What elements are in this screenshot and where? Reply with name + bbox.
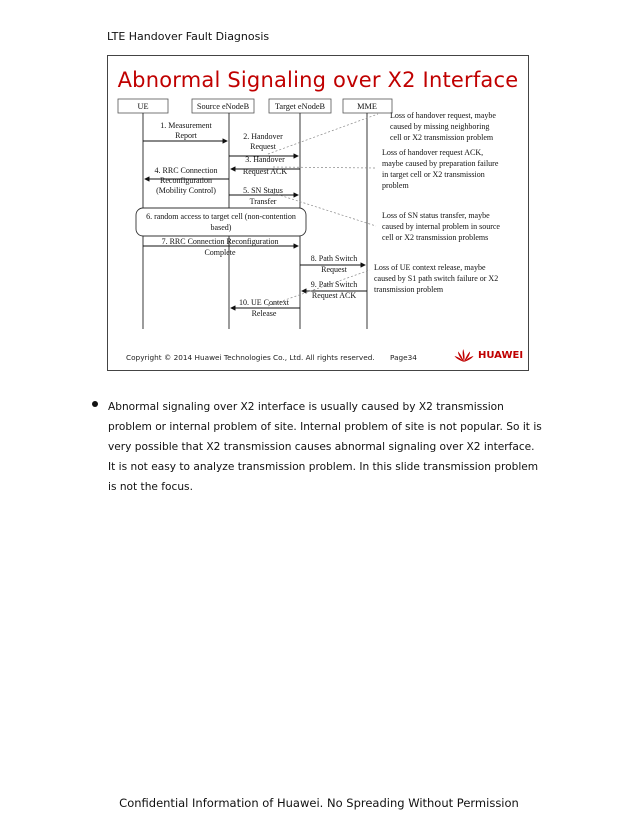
sequence-diagram bbox=[108, 56, 530, 372]
msg-3-line1: 3. Handover bbox=[245, 155, 285, 164]
connector-note-1 bbox=[268, 114, 378, 154]
note-2-line4: problem bbox=[382, 181, 409, 190]
note-3-line2: caused by internal problem in source bbox=[382, 222, 500, 231]
msg-7-line2: Complete bbox=[204, 248, 236, 257]
msg-1-line2: Report bbox=[175, 131, 197, 140]
note-1-line1: Loss of handover request, maybe bbox=[390, 111, 496, 120]
entity-ue: UE bbox=[137, 102, 149, 111]
msg-1-line1: 1. Measurement bbox=[160, 121, 212, 130]
note-3-line1: Loss of SN status transfer, maybe bbox=[382, 211, 490, 220]
huawei-logo bbox=[454, 348, 523, 363]
msg-2-line2: Request bbox=[250, 142, 276, 151]
note-3-line3: cell or X2 transmission problems bbox=[382, 233, 489, 242]
slide-page-number: Page34 bbox=[390, 353, 417, 362]
msg-4-line3: (Mobility Control) bbox=[156, 186, 216, 195]
msg-3-line2: Request ACK bbox=[242, 167, 288, 176]
note-1-line3: cell or X2 transmission problem bbox=[390, 133, 494, 142]
huawei-logo-text: HUAWEI bbox=[478, 350, 524, 361]
bullet-list bbox=[92, 397, 542, 497]
msg-9-line2: Request ACK bbox=[311, 291, 357, 300]
msg-5-line1: 5. SN Status bbox=[243, 186, 283, 195]
note-4-line3: transmission problem bbox=[374, 285, 444, 294]
note-4-line2: caused by S1 path switch failure or X2 bbox=[374, 274, 499, 283]
page-header: LTE Handover Fault Diagnosis bbox=[107, 30, 270, 43]
msg-2-line1: 2. Handover bbox=[243, 132, 283, 141]
msg-4-line1: 4. RRC Connection bbox=[154, 166, 218, 175]
msg-5-line2: Transfer bbox=[249, 197, 277, 206]
msg-4-line2: Reconfiguration bbox=[160, 176, 212, 185]
msg-10-line1: 10. UE Context bbox=[239, 298, 289, 307]
msg-7-line1: 7. RRC Connection Reconfiguration bbox=[161, 237, 279, 246]
confidential-footer: Confidential Information of Huawei. No Spreading Without Permission bbox=[119, 796, 519, 810]
connector-note-2 bbox=[273, 167, 376, 168]
note-4-line1: Loss of UE context release, maybe bbox=[374, 263, 486, 272]
slide-copyright: Copyright © 2014 Huawei Technologies Co., Ltd. All rights reserved. bbox=[126, 353, 375, 362]
msg-8-line1: 8. Path Switch bbox=[310, 254, 358, 263]
msg-9-line1: 9. Path Switch bbox=[310, 280, 358, 289]
msg-6-line2: based) bbox=[210, 223, 232, 232]
entity-mme: MME bbox=[357, 102, 377, 111]
note-1-line2: caused by missing neighboring bbox=[390, 122, 490, 131]
note-2-line3: in target cell or X2 transmission bbox=[382, 170, 485, 179]
msg-8-line2: Request bbox=[321, 265, 347, 274]
bullet-paragraph: Abnormal signaling over X2 interface is usually caused by X2 transmission problem or internal problem of site. Internal problem of site is not popular. So it is very possible that X2 transmission causes abnormal signaling over X2 interface. It is not easy to analyze transmission problem. In this slide transmission problem is not the focus. bbox=[108, 401, 542, 493]
slide bbox=[107, 55, 529, 371]
huawei-petal-icon bbox=[454, 348, 474, 363]
note-2-line2: maybe caused by preparation failure bbox=[382, 159, 499, 168]
note-2-line1: Loss of handover request ACK, bbox=[382, 148, 484, 157]
entity-source-enodeb: Source eNodeB bbox=[196, 102, 250, 111]
msg-6-line1: 6. random access to target cell (non-contention bbox=[146, 212, 296, 221]
entity-target-enodeb: Target eNodeB bbox=[274, 102, 326, 111]
msg-10-line2: Release bbox=[251, 309, 277, 318]
bullet-icon bbox=[92, 401, 98, 407]
slide-title: Abnormal Signaling over X2 Interface bbox=[117, 68, 519, 92]
